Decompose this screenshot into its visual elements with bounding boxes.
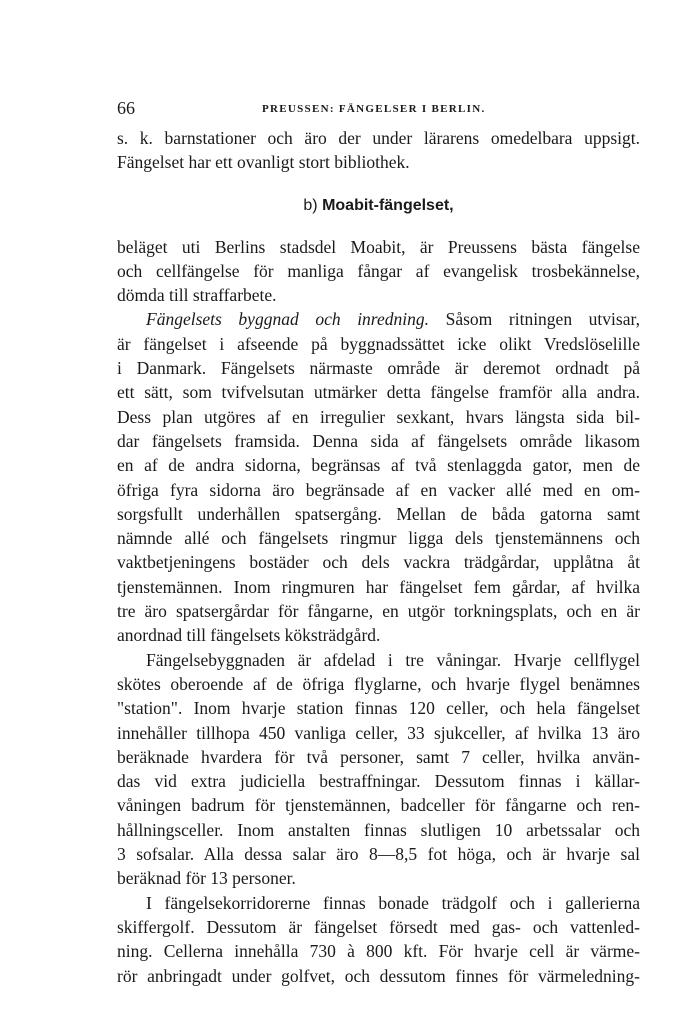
paragraph-3 [117,648,640,891]
text-line: Fängelset har ett ovanligt stort bibliothek. [117,152,410,173]
paragraph-4 [117,891,640,988]
page-number: 66 [117,98,135,118]
text-line: anordnad till fängelsets köksträdgård. [117,625,381,646]
text-line: Dess plan utgöres af en irregulier sexkant, hvars längsta sida bil- [117,406,640,427]
text-line: ett sätt, som tvifvelsutan utmärker detta fängelse framför alla andra. [117,382,640,403]
text-line: hållningsceller. Inom anstalten finnas slutligen 10 arbetssalar och [117,819,640,840]
text-line: är fängelset i afseende på byggnadssättet icke olikt Vredslöselille [117,333,640,354]
running-head [117,96,640,120]
text-line: en af de andra sidorna, begränsas af två stenlaggda gator, men de [117,455,640,476]
text-line: ning. Cellerna innehålla 730 à 800 kft. För hvarje cell är värme- [117,941,640,962]
text-line: "station". Inom hvarje station finnas 120 celler, och hela fängelset [117,698,640,719]
text-line: sorgsfullt underhållen spatsergång. Mellan de båda gatorna samt [117,503,640,524]
text-line: i Danmark. Fängelsets närmaste område är deremot ordnadt på [117,358,640,379]
text-line: rör anbringadt under golfvet, och dessutom finnes för värmeledning- [117,965,640,986]
text-line: s. k. barnstationer och äro der under lärarens omedelbara uppsigt. [117,128,640,148]
text-line: 3 sofsalar. Alla dessa salar äro 8—8,5 fot höga, och är hvarje sal [117,844,640,865]
paragraph-2 [117,307,640,647]
text-line: dar fängelsets framsida. Denna sida af fängelsets område likasom [117,430,640,451]
text-line [117,307,640,331]
running-head-title: PREUSSEN: FÄNGELSER I BERLIN. [262,103,486,115]
text-line: beläget uti Berlins stadsdel Moabit, är Preussens bästa fängelse [117,236,640,257]
text-line: beräknad för 13 personer. [117,868,296,889]
italic-run-in: Fängelsets byggnad och inredning. [146,309,429,330]
text-line: och cellfängelse för manliga fångar af evangelisk trosbekännelse, [117,260,640,281]
page-body [117,126,640,988]
text-line: tjenstemännen. Inom ringmuren har fängelset fem gårdar, af hvilka [117,576,640,597]
text-line: våningen badrum för tjenstemännen, badceller för fångarne och ren- [117,795,640,816]
text-line: dömda till straffarbete. [117,285,277,306]
text-line: skötes oberoende af de öfriga flyglarne, och hvarje flygel benämnes [117,673,640,694]
text-line: I fängelsekorridorerne finnas bonade trädgolf och i gallerierna [146,892,640,913]
section-label: b) [303,196,318,214]
paragraph-1 [117,235,640,308]
text-line: Fängelsebyggnaden är afdelad i tre våningar. Hvarje cellflygel [146,649,640,670]
text-line: das vid extra judiciella bestraffningar. Dessutom finnas i källar- [117,771,640,792]
text-line: innehåller tillhopa 450 vanliga celler, 33 sjukceller, af hvilka 13 äro [117,722,640,743]
text-line: tre äro spatsergårdar för fångarne, en utgör torkningsplats, och en är [117,601,640,622]
text-line: nämnde allé och fängelsets ringmur ligga dels tjenstemännens och [117,528,640,549]
text-line: beräknade hvardera för två personer, samt 7 celler, hvilka använ- [117,746,640,767]
text-line: öfriga fyra sidorna äro begränsade af en vacker allé med en om- [117,479,640,500]
text-line: skiffergolf. Dessutom är fängelset försedt med gas- och vattenled- [117,916,640,937]
text-run: Såsom ritningen utvisar, [428,309,640,330]
section-title: Moabit-fängelset, [322,196,454,214]
section-heading [117,175,640,235]
text-line: vaktbetjeningens bostäder och dels vackra trädgårdar, upplåtna åt [117,552,640,573]
intro-text [117,126,640,175]
